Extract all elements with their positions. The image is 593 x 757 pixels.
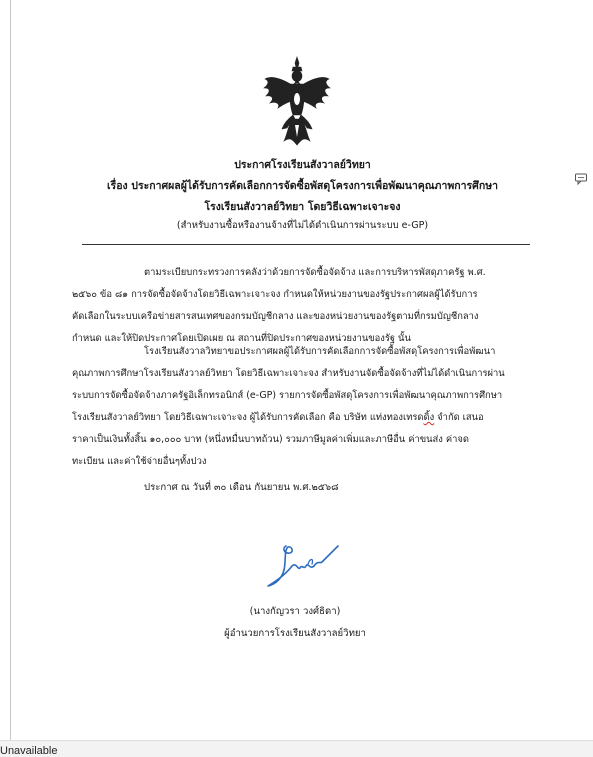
paragraph-announcement	[72, 341, 542, 473]
paragraph-line: กำหนด และให้ปิดประกาศโดยเปิดเผย ณ สถานที่ปิดประกาศของหน่วยงานของรัฐ นั้น	[72, 333, 411, 344]
announcement-date: ประกาศ ณ วันที่ ๓๐ เดือน กันยายน พ.ศ.๒๕๖๘	[144, 482, 339, 493]
paragraph-line: ทะเบียน และค่าใช้จ่ายอื่นๆทั้งปวง	[72, 456, 207, 467]
paragraph-regulation	[72, 262, 542, 350]
status-bar	[0, 740, 593, 757]
garuda-emblem-icon	[262, 55, 332, 147]
paragraph-line: ราคาเป็นเงินทั้งสิ้น ๑๐,๐๐๐ บาท (หนึ่งหมื่นบาทถ้วน) รวมภาษีมูลค่าเพิ่มและภาษีอื่น ค่าขนส่ง ค่าจด	[72, 434, 469, 445]
announcement-subject: เรื่อง ประกาศผลผู้ได้รับการคัดเลือกการจัดซื้อพัสดุโครงการเพื่อพัฒนาคุณภาพการศึกษา	[106, 180, 499, 192]
paragraph-line: คัดเลือกในระบบเครือข่ายสารสนเทศของกรมบัญชีกลาง และของหน่วยงานของรัฐตามที่กรมบัญชีกลาง	[72, 311, 479, 322]
line-segment: โรงเรียนสังวาลย์วิทยา โดยวิธีเฉพาะเจาะจง ผู้ได้รับการคัดเลือก คือ บริษัท แท่งทองเทรด	[72, 412, 424, 423]
comment-marker-icon[interactable]	[574, 172, 588, 186]
announcement-title: ประกาศโรงเรียนสังวาลย์วิทยา	[234, 159, 371, 171]
paragraph-line: ระบบการจัดซื้อจัดจ้างภาครัฐอิเล็กทรอนิกส์ (e-GP) รายการจัดซื้อพัสดุโครงการเพื่อพัฒนาคุณภาพการศึกษา	[72, 390, 503, 401]
signature-image	[264, 540, 346, 590]
spellcheck-flagged-word[interactable]: ดิ้ง	[423, 412, 435, 423]
announcement-subject-line2: โรงเรียนสังวาลย์วิทยา โดยวิธีเฉพาะเจาะจง	[204, 201, 401, 213]
signer-name: (นางกัญวรา วงศ์ธิดา)	[249, 606, 341, 617]
paragraph-line: คุณภาพการศึกษาโรงเรียนสังวาลย์วิทยา โดยวิธีเฉพาะเจาะจง สำหรับงานจัดซื้อจัดจ้างที่ไม่ได้ดำเนินการผ่าน	[72, 368, 505, 379]
status-bar-text: Unavailable	[0, 745, 58, 757]
paragraph-line: โรงเรียนสังวาลวิทยาขอประกาศผลผู้ได้รับการคัดเลือกการจัดซื้อพัสดุโครงการเพื่อพัฒนา	[144, 346, 496, 357]
heading-divider	[82, 244, 530, 245]
paragraph-line	[72, 407, 542, 429]
announcement-note: (สำหรับงานซื้อหรืองานจ้างที่ไม่ได้ดำเนินการผ่านระบบ e-GP)	[176, 220, 429, 231]
line-segment: จำกัด เสนอ	[434, 412, 484, 423]
paragraph-line: ตามระเบียบกระทรวงการคลังว่าด้วยการจัดซื้อจัดจ้าง และการบริหารพัสดุภาครัฐ พ.ศ.	[144, 267, 486, 278]
paragraph-line: ๒๕๖๐ ข้อ ๘๑ การจัดซื้อจัดจ้างโดยวิธีเฉพาะเจาะจง กำหนดให้หน่วยงานของรัฐประกาศผลผู้ได้รับการ	[72, 289, 478, 300]
signer-title: ผู้อำนวยการโรงเรียนสังวาลย์วิทยา	[224, 628, 366, 639]
page-edge-line	[10, 0, 11, 740]
